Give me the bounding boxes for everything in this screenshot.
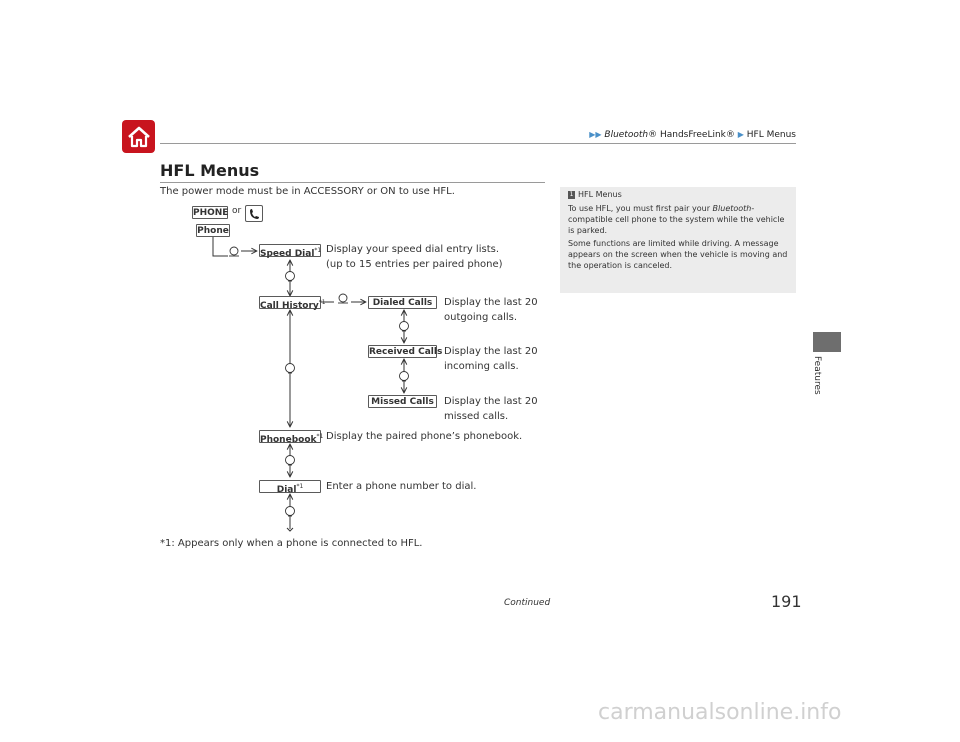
breadcrumb-arrow-icon: ▶▶ <box>589 130 602 139</box>
side-note-paragraph: To use HFL, you must first pair your Bluetooth-compatible cell phone to the system while the vehicle is parked. <box>568 204 785 235</box>
push-dial-icon <box>338 294 348 303</box>
speed-dial-desc: Display your speed dial entry lists. (up to 15 entries per paired phone) <box>326 244 503 270</box>
side-note <box>560 187 796 293</box>
dialed-calls-desc: Display the last 20 outgoing calls. <box>444 297 538 323</box>
missed-calls-label: Missed Calls <box>368 395 437 408</box>
phone-button-label: PHONE <box>193 208 229 218</box>
breadcrumb-item[interactable]: ® HandsFreeLink® <box>648 130 735 140</box>
received-calls-label: Received Calls <box>369 347 443 357</box>
push-dial-icon <box>229 247 239 256</box>
page-title: HFL Menus <box>160 161 260 180</box>
rotate-dial-icon <box>286 456 295 466</box>
rotate-dial-icon <box>286 364 295 374</box>
breadcrumb-arrow-icon: ▶ <box>737 130 744 139</box>
connector-line <box>213 236 228 256</box>
rotate-dial-icon <box>286 272 295 282</box>
breadcrumb-item[interactable]: HFL Menus <box>746 130 796 140</box>
note-title-text: HFL Menus <box>578 190 622 199</box>
dial-desc: Enter a phone number to dial. <box>326 481 477 492</box>
rotate-dial-icon <box>400 322 409 332</box>
side-note-paragraph: Some functions are limited while driving. A message appears on the screen when the vehicle is moving and the operation is canceled. <box>568 239 788 270</box>
intro-text: The power mode must be in ACCESSORY or ON to use HFL. <box>160 186 455 197</box>
phone-handset-icon <box>248 208 260 220</box>
footnote: *1: Appears only when a phone is connected to HFL. <box>160 538 423 549</box>
section-tab-label: Features <box>812 356 822 395</box>
continued-label: Continued <box>504 598 551 608</box>
note-number-badge: 1 <box>569 190 574 198</box>
received-calls-desc: Display the last 20 incoming calls. <box>444 346 538 372</box>
speed-dial-label: Speed Dial$^{*1}$ <box>259 244 321 257</box>
rotate-dial-icon <box>286 507 295 517</box>
missed-calls-desc: Display the last 20 missed calls. <box>444 396 538 422</box>
phone-button <box>245 205 263 222</box>
or-text: or <box>232 206 242 216</box>
rotate-dial-icon <box>400 372 409 382</box>
side-note-title <box>568 189 622 200</box>
dial-label: Dial$^{*1}$ <box>259 480 321 493</box>
page-number: 191 <box>771 592 802 611</box>
watermark: carmanualsonline.info <box>598 700 842 725</box>
phonebook-label: Phonebook$^{*1}$ <box>259 430 321 443</box>
dialed-calls-label: Dialed Calls <box>368 296 437 309</box>
phone-menu-label: Phone <box>197 226 229 236</box>
breadcrumb-item[interactable]: Bluetooth <box>604 130 649 140</box>
phonebook-desc: Display the paired phone’s phonebook. <box>326 431 523 442</box>
call-history-label: Call History$^{*1}$ <box>259 296 321 309</box>
